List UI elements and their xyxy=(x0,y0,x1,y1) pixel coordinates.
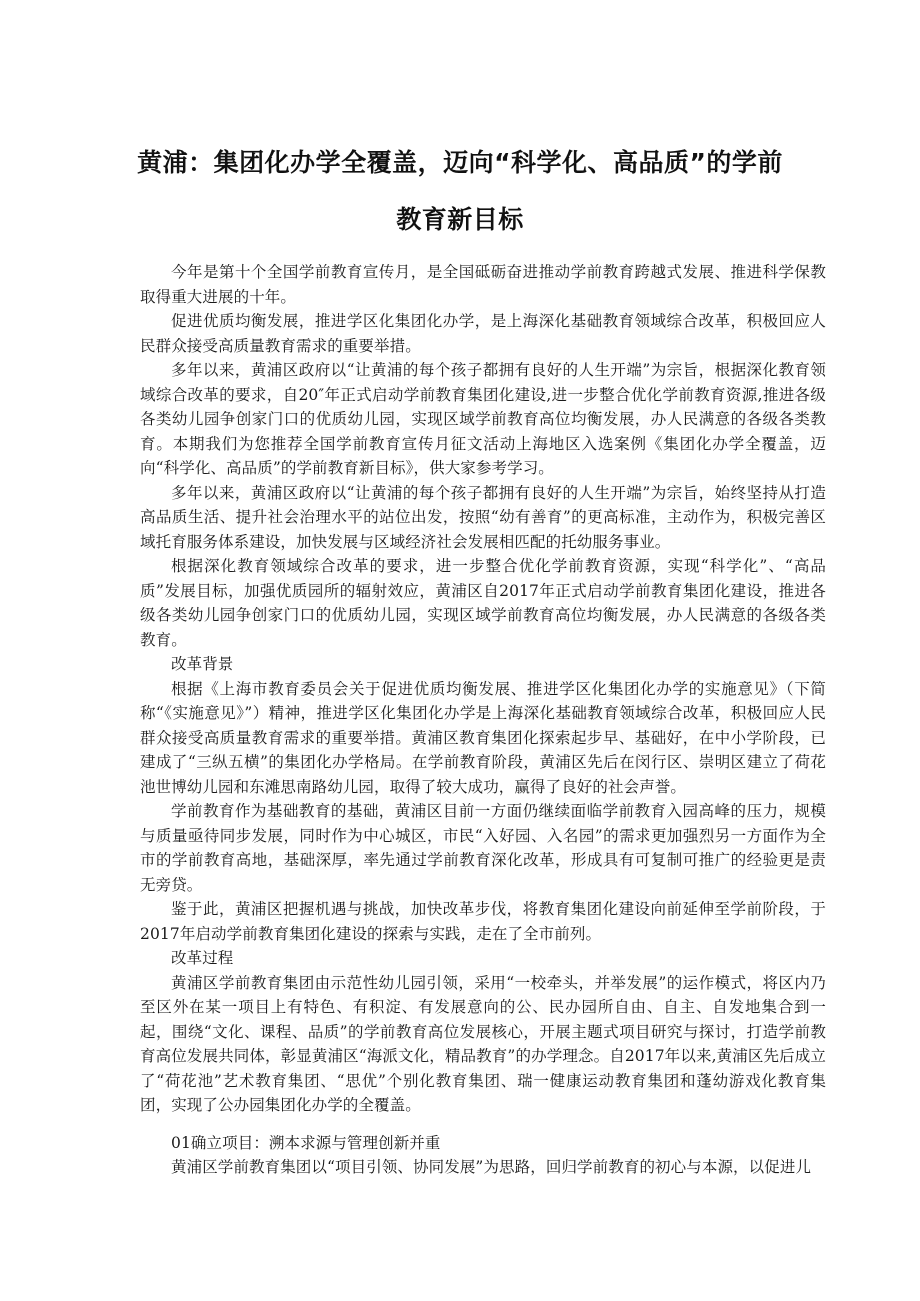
paragraph: 根据《上海市教育委员会关于促进优质均衡发展、推进学区化集团化办学的实施意见》（下简称“《实施意见》”）精神，推进学区化集团化办学是上海深化基础教育领域综合改革，积极回应人民群众接受高质量教育需求的重要举措。黄浦区教育集团化探索起步早、基础好，在中小学阶段，已建成了“三纵五横”的集团化办学格局。在学前教育阶段，黄浦区先后在闵行区、崇明区建立了荷花池世博幼儿园和东滩思南路幼儿园，取得了较大成功，赢得了良好的社会声誉。 xyxy=(140,679,826,796)
section-heading-process: 改革过程 xyxy=(171,949,234,967)
paragraph: 多年以来，黄浦区政府以“让黄浦的每个孩子都拥有良好的人生开端”为宗旨，根据深化教育领域综合改革的要求，自20″年正式启动学前教育集团化建设,进一步整合优化学前教育资源,推进各级各类幼儿园争创家门口的优质幼儿园，实现区域学前教育高位均衡发展，办人民满意的各级各类教育。本期我们为您推荐全国学前教育宣传月征文活动上海地区入选案例《集团化办学全覆盖，迈向“科学化、高品质”的学前教育新目标》，供大家参考学习。 xyxy=(140,361,826,477)
article-body xyxy=(140,260,826,1180)
paragraph: 促进优质均衡发展，推进学区化集团化办学，是上海深化基础教育领域综合改革，积极回应人民群众接受高质量教育需求的重要举措。 xyxy=(140,312,826,355)
paragraph: 多年以来，黄浦区政府以“让黄浦的每个孩子都拥有良好的人生开端”为宗旨，始终坚持从打造高品质生活、提升社会治理水平的站位出发，按照“幼有善育”的更高标准，主动作为，积极完善区域托育服务体系建设，加快发展与区域经济社会发展相匹配的托幼服务事业。 xyxy=(140,483,826,551)
subsection-heading: 01确立项目：溯本求源与管理创新并重 xyxy=(171,1133,441,1152)
paragraph: 根据深化教育领域综合改革的要求，进一步整合优化学前教育资源，实现“科学化”、“高品质”发展目标，加强优质园所的辐射效应，黄浦区自2017年正式启动学前教育集团化建设，推进各级各类幼儿园争创家门口的优质幼儿园，实现区域学前教育高位均衡发展，办人民满意的各级各类教育。 xyxy=(140,557,826,649)
paragraph: 学前教育作为基础教育的基础，黄浦区目前一方面仍继续面临学前教育入园高峰的压力，规模与质量亟待同步发展，同时作为中心城区，市民“入好园、入名园”的需求更加强烈另一方面作为全市的学前教育高地，基础深厚，率先通过学前教育深化改革，形成具有可复制可推广的经验更是责无旁贷。 xyxy=(140,802,826,894)
section-heading-background: 改革背景 xyxy=(171,655,234,673)
page-title: 黄浦：集团化办学全覆盖，迈向“科学化、高品质”的学前 xyxy=(137,148,783,177)
paragraph: 黄浦区学前教育集团以“项目引领、协同发展”为思路，回归学前教育的初心与本源，以促进儿 xyxy=(171,1158,812,1176)
paragraph: 黄浦区学前教育集团由示范性幼儿园引领，采用“一校牵头，并举发展”的运作模式，将区内乃至区外在某一项目上有特色、有积淀、有发展意向的公、民办园所自由、自主、自发地集合到一起，围绕“文化、课程、品质”的学前教育高位发展核心，开展主题式项目研究与探讨，打造学前教育高位发展共同体，彰显黄浦区“海派文化，精品教育”的办学理念。自2017年以来,黄浦区先后成立了“荷花池”艺术教育集团、“思优”个别化教育集团、瑞一健康运动教育集团和蓬幼游戏化教育集团，实现了公办园集团化办学的全覆盖。 xyxy=(140,973,826,1114)
page-title-continued: 教育新目标 xyxy=(396,205,524,234)
paragraph: 鉴于此，黄浦区把握机遇与挑战，加快改革步伐，将教育集团化建设向前延伸至学前阶段，于2017年启动学前教育集团化建设的探索与实践，走在了全市前列。 xyxy=(140,900,826,943)
paragraph: 今年是第十个全国学前教育宣传月，是全国砥砺奋进推动学前教育跨越式发展、推进科学保教取得重大进展的十年。 xyxy=(140,263,826,306)
